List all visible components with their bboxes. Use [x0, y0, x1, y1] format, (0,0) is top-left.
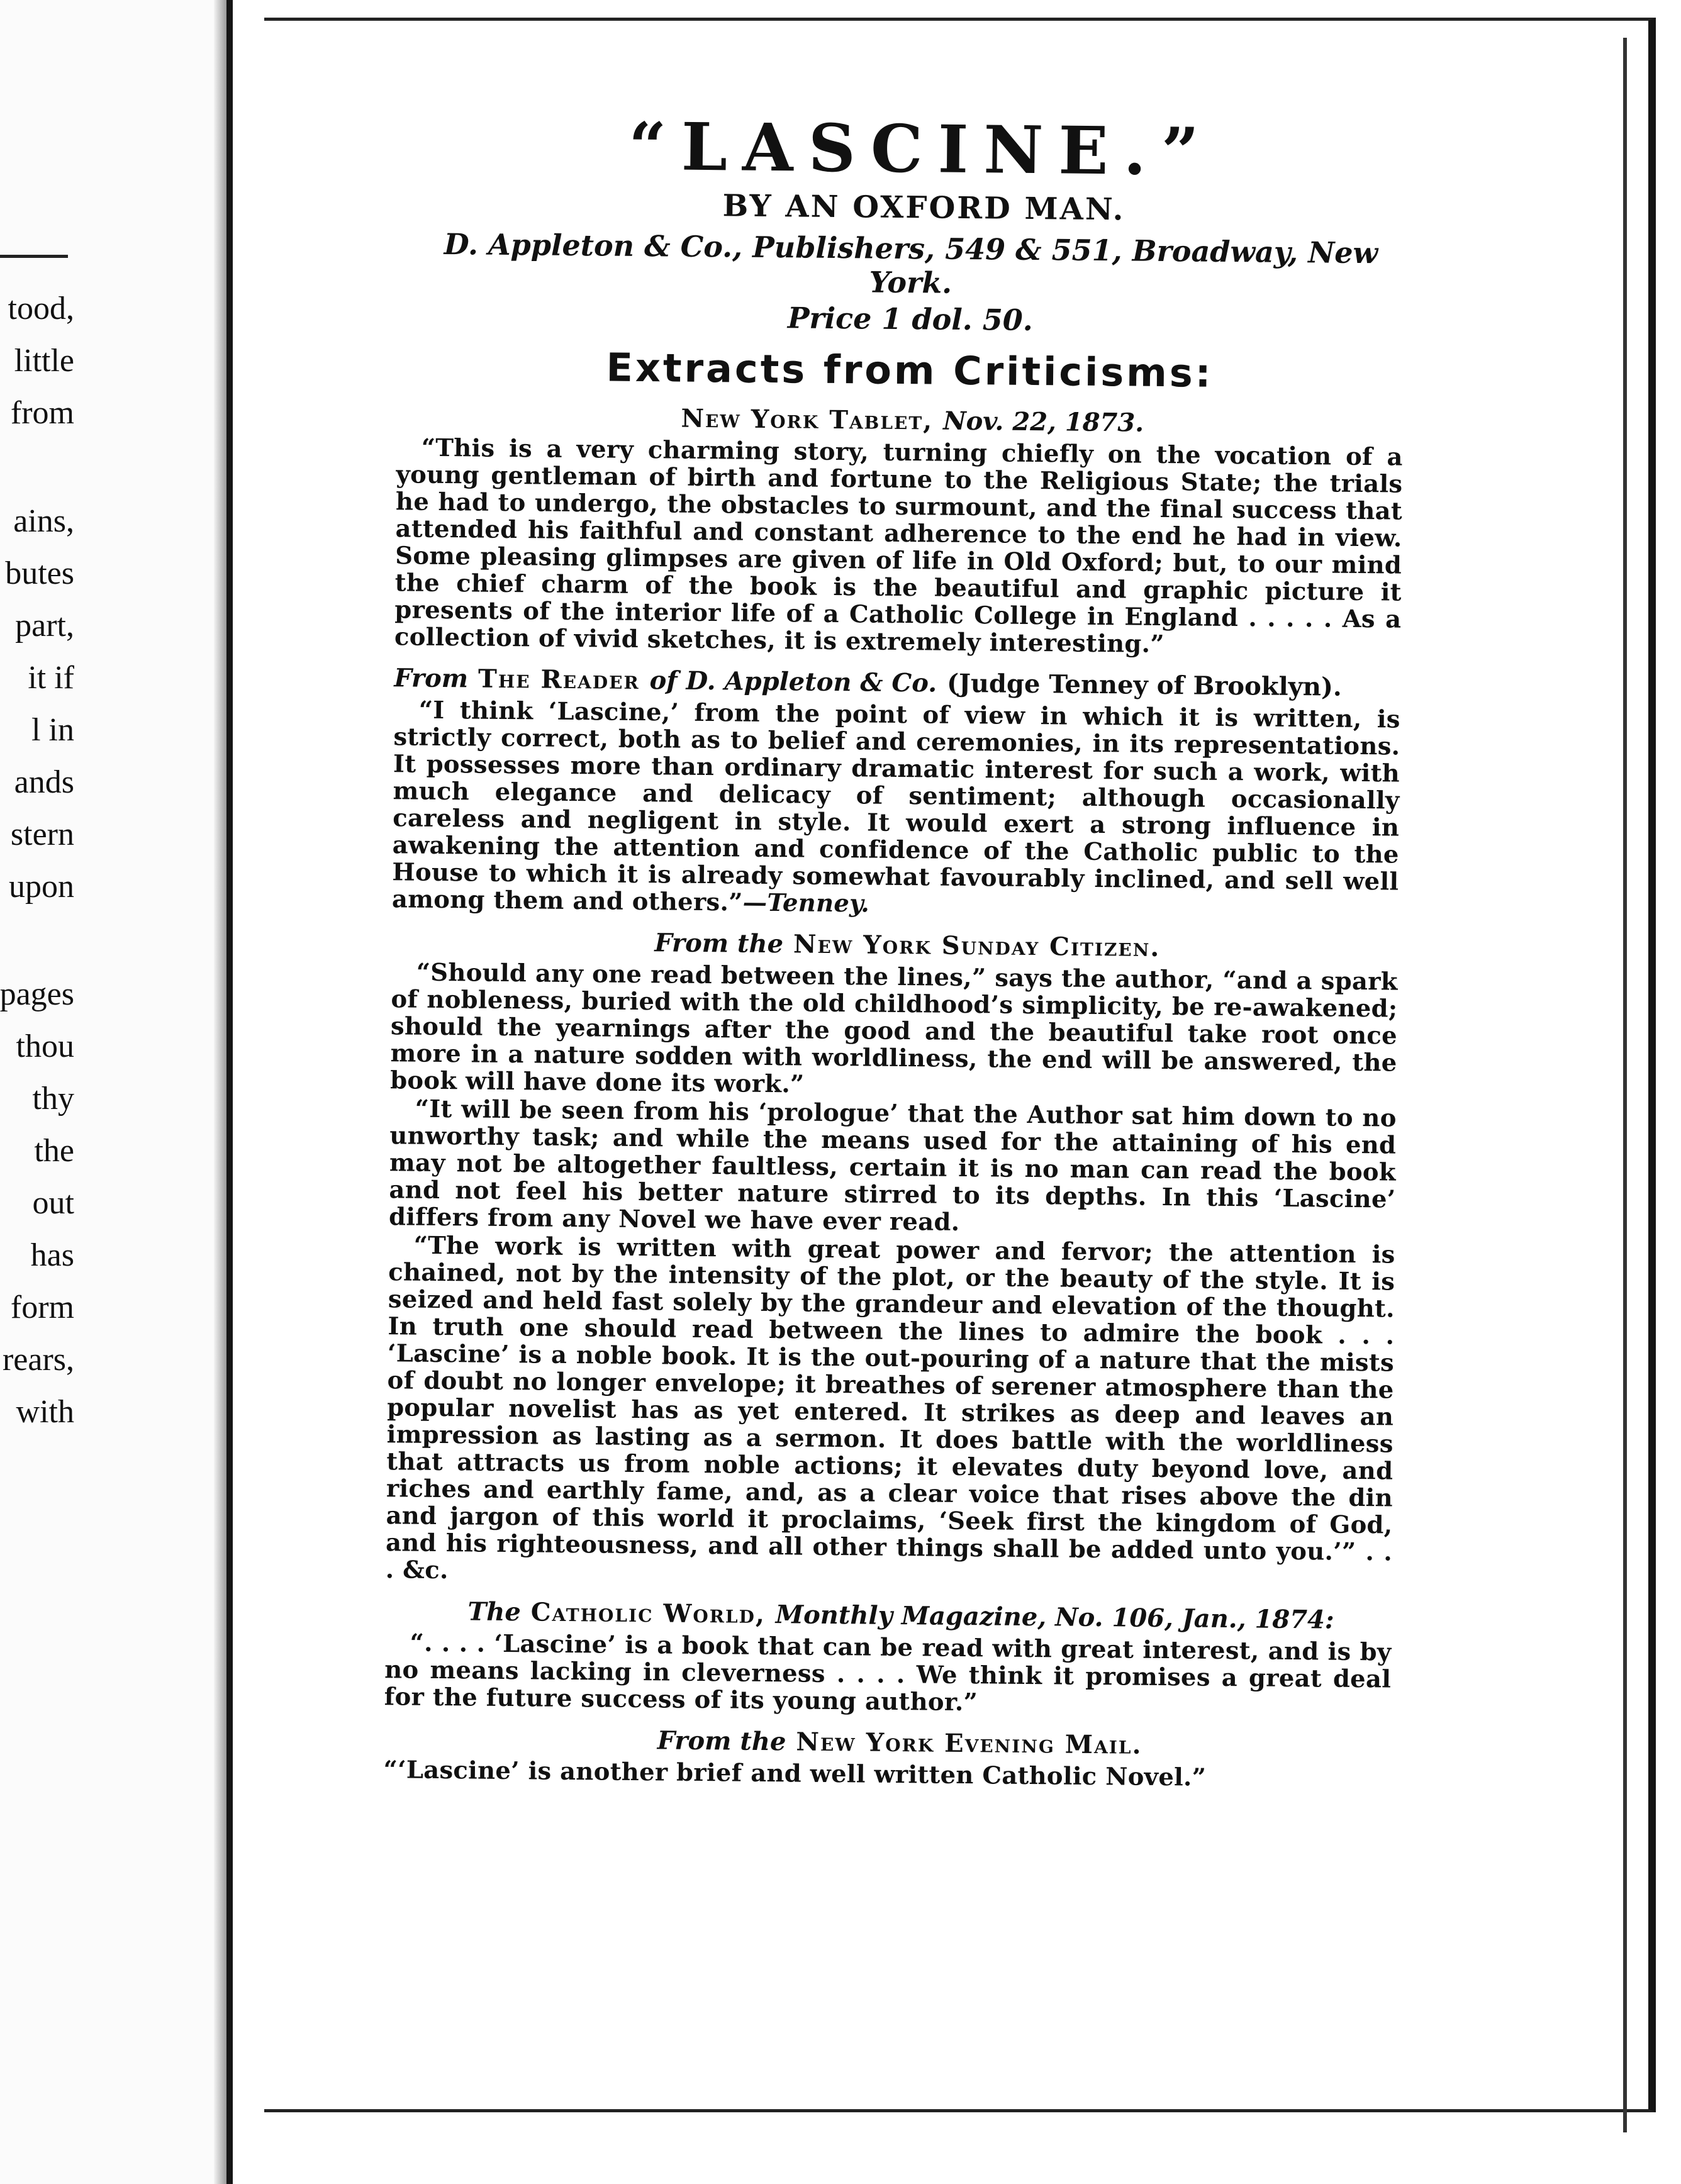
source-from: From the [657, 1725, 786, 1757]
price-line: Price 1 dol. 50. [787, 301, 1034, 338]
review-text-catholic-world: “. . . . ‘Lascine’ is a book that can be read with great interest, and is by no means lacking in cleverness . . . . We think it promises a great deal for the future success of its young author.” [384, 1629, 1392, 1717]
left-fragment: butes [5, 555, 74, 591]
source-name: New York Tablet, [681, 404, 934, 436]
left-fragment: part, [15, 608, 74, 644]
left-fragment: tood, [8, 291, 74, 326]
page-gutter [226, 0, 233, 2184]
left-fragment: l in [31, 712, 74, 748]
left-fragment: little [14, 343, 74, 379]
left-fragment: it if [28, 660, 74, 696]
book-title: “LASCINE.” [628, 107, 1215, 191]
left-fragment: has [30, 1237, 74, 1273]
publisher-line: D. Appleton & Co., Publishers, 549 & 551, Broadway, New York. [444, 227, 1378, 301]
source-publisher: of D. Appleton & Co. [649, 666, 937, 698]
left-fragment: with [16, 1394, 74, 1430]
left-fragment: the [34, 1133, 74, 1169]
review-text-citizen-1: “Should any one read between the lines,” says the author, “and a spark of nobleness, buried with the old childhood’s simplicity, be re-awakened; should the yearnings after the good and the beautiful take root once more in a nature sodden with worldliness, the end will be answered, the book will have done its work.” [389, 959, 1398, 1099]
left-fragment: form [10, 1290, 74, 1325]
left-fragment: thou [16, 1028, 74, 1064]
review-signature: —Tenney. [742, 889, 870, 918]
left-fragment: from [10, 395, 74, 431]
review-source-evening-mail [409, 1724, 1390, 1763]
source-from: From [394, 663, 469, 694]
left-fragment: stern [10, 816, 74, 852]
spine-shadow [214, 0, 226, 2184]
left-page-rule [0, 255, 68, 258]
review-text-tablet: “This is a very charming story, turning chiefly on the vocation of a young gentleman of birth and fortune to the Religious State; the trials he had to undergo, the obstacles to surmount, and the final success that attended his faithful and constant adherence to the end he had in view. Some pleasing glimpses are given of life in Old Oxford; but, to our mind the chief charm of the book is the beautiful and graphic picture it presents of the interior life of a Catholic College in England . . . . . As a collection of vivid sketches, it is extremely interesting.” [394, 434, 1403, 659]
source-name: New York Sunday Citizen. [793, 929, 1161, 963]
left-fragment: ands [14, 764, 74, 800]
source-name: New York Evening Mail. [796, 1727, 1142, 1761]
source-from: From the [654, 928, 784, 959]
review-source-citizen [416, 926, 1398, 965]
left-fragment: pages [0, 976, 74, 1012]
review-text-reader [392, 697, 1400, 923]
review-text-evening-mail: “‘Lascine’ is another brief and well written Catholic Novel.” [383, 1756, 1207, 1793]
review-body: “I think ‘Lascine,’ from the point of view in which it is written, is strictly correct, both as to belief and ceremonies, in its representations. It possesses more than ordinary dramatic interest for such a work, with much elegance and delicacy of sentiment; although occasionally careless and negligent in style. It would exert a strong influence in awakening the attention and confidence of the Catholic public to the House to which it is already somewhat favourably inclined, and sell well among them and others.” [391, 696, 1400, 918]
advertisement-page [383, 108, 1405, 1793]
review-text-citizen-3: “The work is written with great power and fervor; the attention is chained, not by the intensity of the plot, or the beauty of the style. It is seized and held fast solely by the grandeur and elevation of the thought. In truth one should read between the lines to admire the book . . . ‘Lascine’ is a noble book. It is the out-pouring of a nature that the mists of doubt no longer envelope; it breathes of serener atmosphere than the popular novelist has as yet entered. It strikes as deep and leaves an impression as lasting as a sermon. It does battle with the worldliness that attracts us from noble actions; it elevates duty beyond love, and riches and earthly fame, and, as a clear voice that rises above the din and jargon of this world it proclaims, ‘Seek first the kingdom of God, and his righteousness, and all other things shall be added unto you.’” . . . &c. [385, 1232, 1395, 1585]
page-edge-line [1623, 38, 1627, 2132]
source-judge: (Judge Tenney of Brooklyn). [946, 669, 1343, 703]
left-fragment: ains, [13, 503, 74, 539]
review-text-citizen-2: “It will be seen from his ‘prologue’ that the Author sat him down to no unworthy task; and while the means used for the attaining of his end may not be altogether faultless, certain it is no man can read the book and not feel his better nature stirred to its depths. In this ‘Lascine’ differs from any Novel we have ever read. [388, 1095, 1397, 1237]
byline: BY AN OXFORD MAN. [722, 188, 1125, 228]
left-fragment: out [32, 1185, 74, 1221]
source-name: The Reader [477, 664, 640, 696]
source-the: The [467, 1596, 521, 1627]
left-fragment: upon [9, 869, 74, 905]
facing-page-fragment [0, 0, 214, 2184]
extracts-heading: Extracts from Criticisms: [606, 344, 1214, 397]
review-source-tablet [422, 401, 1403, 440]
left-fragment: rears, [2, 1342, 74, 1378]
source-name: Catholic World, [530, 1597, 766, 1630]
review-source-catholic-world [410, 1596, 1392, 1635]
left-fragment: thy [32, 1081, 74, 1117]
source-detail: Monthly Magazine, No. 106, Jan., 1874: [775, 1600, 1334, 1635]
review-source-reader [394, 664, 1400, 703]
source-date: Nov. 22, 1873. [942, 406, 1144, 438]
